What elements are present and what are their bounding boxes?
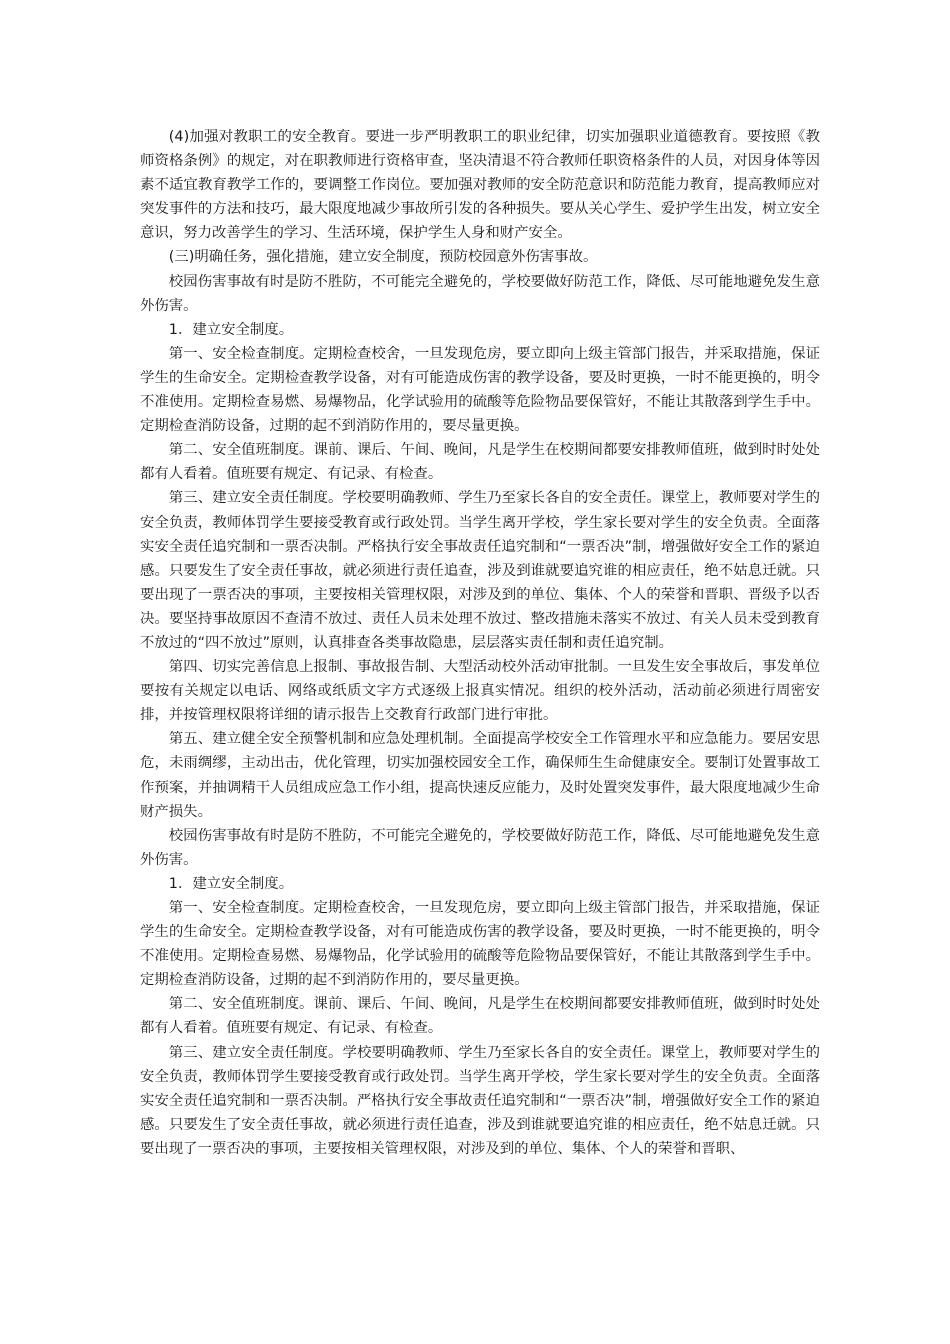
paragraph-early-warning: 第五、建立健全安全预警机制和应急处理机制。全面提高学校安全工作管理水平和应急能力。要居安思危，未雨绸缪，主动出击，优化管理，切实加强校园安全工作，确保师生生命健康安全。要制订处置事故工作预案，并抽调精干人员组成应急工作小组，提高快速反应能力，及时处置突发事件，最大限度地减少生命财产损失。 xyxy=(140,731,820,820)
paragraph-duty-system: 第二、安全值班制度。课前、课后、午间、晚间，凡是学生在校期间都要安排教师值班，做到时时处处都有人看着。值班要有规定、有记录、有检查。 xyxy=(140,442,820,483)
paragraph-safety-inspection: 第一、安全检查制度。定期检查校舍，一旦发现危房，要立即向上级主管部门报告，并采取措施，保证学生的生命安全。定期检查教学设备，对有可能造成伤害的教学设备，要及时更换，一时不能更换的，明令不准使用。定期检查易燃、易爆物品，化学试验用的硫酸等危险物品要保管好，不能让其散落到学生手中。定期检查消防设备，过期的起不到消防作用的，要尽量更换。 xyxy=(140,345,820,435)
subheading-build-system-repeat: 1．建立安全制度。 xyxy=(168,875,294,892)
paragraph-safety-inspection-repeat: 第一、安全检查制度。定期检查校舍，一旦发现危房，要立即向上级主管部门报告，并采取措施，保证学生的生命安全。定期检查教学设备，对有可能造成伤害的教学设备，要及时更换，一时不能更换的，明令不准使用。定期检查易燃、易爆物品，化学试验用的硫酸等危险物品要保管好，不能让其散落到学生手中。定期检查消防设备，过期的起不到消防作用的，要尽量更换。 xyxy=(140,900,820,989)
paragraph-responsibility-system-repeat: 第三、建立安全责任制度。学校要明确教师、学生乃至家长各自的安全责任。课堂上，教师要对学生的安全负责，教师体罚学生要接受教育或行政处罚。当学生离开学校，学生家长要对学生的安全负责。全面落实安全责任追究制和一票否决制。严格执行安全事故责任追究制和“一票否决”制，增强做好安全工作的紧迫感。只要发生了安全责任事故，就必须进行责任追查，涉及到谁就要追究谁的相应责任，绝不姑息迁就。只要出现了一票否决的事项，主要按相关管理权限，对涉及到的单位、集体、个人的荣誉和晋职、 xyxy=(140,1044,820,1157)
paragraph-intro-repeat: 校园伤害事故有时是防不胜防，不可能完全避免的，学校要做好防范工作，降低、尽可能地避免发生意外伤害。 xyxy=(140,827,820,868)
paragraph-duty-system-repeat: 第二、安全值班制度。课前、课后、午间、晚间，凡是学生在校期间都要安排教师值班，做到时时处处都有人看着。值班要有规定、有记录、有检查。 xyxy=(140,996,820,1037)
paragraph-reporting-system: 第四、切实完善信息上报制、事故报告制、大型活动校外活动审批制。一旦发生安全事故后，事发单位要按有关规定以电话、网络或纸质文字方式逐级上报真实情况。组织的校外活动，活动前必须进行周密安排，并按管理权限将详细的请示报告上交教育行政部门进行审批。 xyxy=(140,659,820,724)
subheading-build-system: 1．建立安全制度。 xyxy=(168,321,294,338)
paragraph-responsibility-system: 第三、建立安全责任制度。学校要明确教师、学生乃至家长各自的安全责任。课堂上，教师要对学生的安全负责，教师体罚学生要接受教育或行政处罚。当学生离开学校，学生家长要对学生的安全负责。全面落实安全责任追究制和一票否决制。严格执行安全事故责任追究制和“一票否决”制，增强做好安全工作的紧迫感。只要发生了安全责任事故，就必须进行责任追查，涉及到谁就要追究谁的相应责任，绝不姑息迁就。只要出现了一票否决的事项，主要按相关管理权限，对涉及到的单位、集体、个人的荣誉和晋职、晋级予以否决。要坚持事故原因不查清不放过、责任人员未处理不放过、整改措施未落实不放过、有关人员未受到教育不放过的“四不放过”原则，认真排查各类事故隐患，层层落实责任制和责任追究制。 xyxy=(140,490,820,651)
section-heading-3: (三)明确任务，强化措施，建立安全制度，预防校园意外伤害事故。 xyxy=(168,249,598,266)
paragraph-teacher-safety-education: (4)加强对教职工的安全教育。要进一步严明教职工的职业纪律，切实加强职业道德教育。要按照《教师资格条例》的规定，对在职教师进行资格审查，坚决清退不符合教师任职资格条件的人员，对因身体等因素不适宜教育教学工作的，要调整工作岗位。要加强对教师的安全防范意识和防范能力教育，提高教师应对突发事件的方法和技巧，最大限度地减少事故所引发的各种损失。要从关心学生、爱护学生出发，树立安全意识，努力改善学生的学习、生活环境，保护学生人身和财产安全。 xyxy=(140,129,820,242)
document-body xyxy=(140,125,820,1161)
paragraph-intro: 校园伤害事故有时是防不胜防，不可能完全避免的，学校要做好防范工作，降低、尽可能地避免发生意外伤害。 xyxy=(140,273,820,314)
